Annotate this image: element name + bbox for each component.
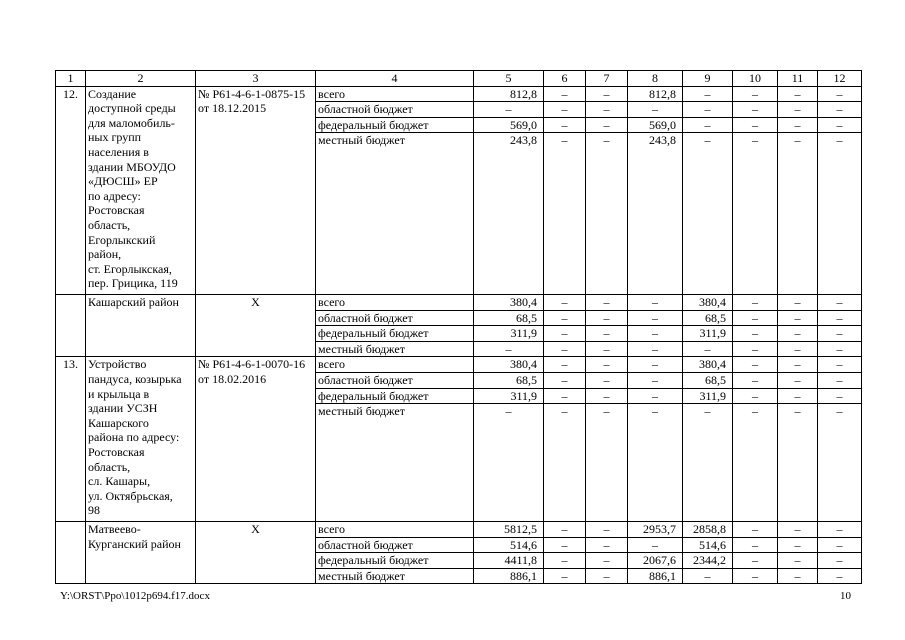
value-cell: – [586,117,628,133]
value-cell: – [818,537,862,553]
value-cell: – [586,521,628,537]
value-cell: – [586,86,628,102]
value-cell: 2344,2 [683,553,733,569]
value-cell: 68,5 [683,310,733,326]
object-name: Создание доступной среды для маломобиль- ных групп населения в здании МБОУДО «ДЮСШ» ЕР по адресу: Ростовская область, Егорлыкский район, ст. Егорлыкская, пер. Грицика, 119 [86,86,196,294]
value-cell: – [733,568,778,584]
file-path: Y:\ORST\Ppo\1012p694.f17.docx [60,590,210,602]
header-cell: 11 [778,71,818,87]
value-cell: – [683,568,733,584]
budget-type-label: федеральный бюджет [316,388,474,404]
object-name: Матвеево- Курганский район [86,521,196,583]
document-number: № Р61-4-6-1-0875-15 от 18.12.2015 [196,86,316,294]
value-cell: – [778,102,818,118]
value-cell: – [544,310,586,326]
value-cell: – [544,568,586,584]
value-cell: – [818,388,862,404]
budget-type-label: областной бюджет [316,372,474,388]
value-cell: – [818,133,862,295]
value-cell: – [778,310,818,326]
row-number [56,521,86,583]
value-cell: – [778,521,818,537]
value-cell: 886,1 [628,568,683,584]
value-cell: – [818,117,862,133]
value-cell: – [683,341,733,357]
value-cell: – [544,86,586,102]
value-cell: 380,4 [683,357,733,373]
value-cell: – [733,86,778,102]
value-cell: – [628,341,683,357]
value-cell: 812,8 [474,86,544,102]
budget-type-label: всего [316,294,474,310]
value-cell: – [733,341,778,357]
value-cell: 886,1 [474,568,544,584]
value-cell: 569,0 [628,117,683,133]
value-cell: – [778,133,818,295]
value-cell: – [586,388,628,404]
budget-type-label: федеральный бюджет [316,117,474,133]
header-cell: 4 [316,71,474,87]
value-cell: – [544,553,586,569]
value-cell: – [628,357,683,373]
value-cell: 311,9 [683,388,733,404]
value-cell: – [778,537,818,553]
header-cell: 3 [196,71,316,87]
value-cell: – [818,568,862,584]
document-number: Х [196,521,316,583]
table-row [56,86,862,102]
value-cell: – [733,294,778,310]
header-cell: 7 [586,71,628,87]
value-cell: – [586,341,628,357]
value-cell: 514,6 [474,537,544,553]
value-cell: – [818,310,862,326]
row-number: 13. [56,357,86,522]
value-cell: 68,5 [683,372,733,388]
value-cell: 2858,8 [683,521,733,537]
value-cell: – [683,102,733,118]
value-cell: – [778,326,818,342]
object-name: Устройство пандуса, козырька и крыльца в здании УСЗН Кашарского района по адресу: Ростовская область, сл. Кашары, ул. Октябрьская, 98 [86,357,196,522]
value-cell: – [818,404,862,522]
page-number: 10 [840,590,851,602]
value-cell: – [733,553,778,569]
value-cell: – [683,86,733,102]
value-cell: – [778,553,818,569]
value-cell: – [778,568,818,584]
value-cell: – [733,117,778,133]
value-cell: – [733,388,778,404]
value-cell: – [628,404,683,522]
value-cell: – [628,310,683,326]
value-cell: – [544,294,586,310]
value-cell: – [586,294,628,310]
budget-type-label: областной бюджет [316,102,474,118]
object-name: Кашарский район [86,294,196,356]
value-cell: – [628,326,683,342]
value-cell: 4411,8 [474,553,544,569]
value-cell: 311,9 [474,326,544,342]
value-cell: – [778,117,818,133]
budget-table [55,70,862,584]
value-cell: 2953,7 [628,521,683,537]
value-cell: – [544,404,586,522]
value-cell: – [818,357,862,373]
value-cell: – [683,133,733,295]
value-cell: – [628,388,683,404]
budget-type-label: федеральный бюджет [316,326,474,342]
header-cell: 6 [544,71,586,87]
value-cell: – [818,294,862,310]
value-cell: – [733,537,778,553]
table-row [56,521,862,537]
value-cell: – [544,357,586,373]
value-cell: – [586,372,628,388]
value-cell: – [778,86,818,102]
row-number [56,294,86,356]
value-cell: – [628,102,683,118]
value-cell: – [733,357,778,373]
value-cell: – [586,553,628,569]
value-cell: – [818,86,862,102]
value-cell: – [586,537,628,553]
value-cell: 2067,6 [628,553,683,569]
value-cell: – [683,117,733,133]
value-cell: – [733,310,778,326]
header-cell: 12 [818,71,862,87]
value-cell: – [778,294,818,310]
value-cell: – [733,521,778,537]
value-cell: – [733,372,778,388]
value-cell: – [586,568,628,584]
header-cell: 1 [56,71,86,87]
value-cell: – [544,341,586,357]
value-cell: 5812,5 [474,521,544,537]
value-cell: – [733,102,778,118]
budget-type-label: местный бюджет [316,404,474,522]
budget-type-label: местный бюджет [316,568,474,584]
value-cell: 569,0 [474,117,544,133]
value-cell: – [474,102,544,118]
header-cell: 8 [628,71,683,87]
value-cell: – [544,117,586,133]
value-cell: 514,6 [683,537,733,553]
value-cell: – [778,357,818,373]
value-cell: – [628,372,683,388]
value-cell: 311,9 [474,388,544,404]
value-cell: – [544,521,586,537]
value-cell: 380,4 [474,357,544,373]
table-row [56,294,862,310]
budget-type-label: областной бюджет [316,310,474,326]
row-number: 12. [56,86,86,294]
value-cell: – [544,388,586,404]
value-cell: – [733,404,778,522]
value-cell: – [818,326,862,342]
value-cell: – [544,372,586,388]
value-cell: – [818,102,862,118]
value-cell: 311,9 [683,326,733,342]
budget-type-label: федеральный бюджет [316,553,474,569]
table-row [56,357,862,373]
value-cell: – [733,133,778,295]
value-cell: – [586,404,628,522]
header-cell: 9 [683,71,733,87]
budget-type-label: областной бюджет [316,537,474,553]
value-cell: – [544,326,586,342]
value-cell: 380,4 [683,294,733,310]
value-cell: 243,8 [628,133,683,295]
value-cell: – [778,372,818,388]
value-cell: – [544,133,586,295]
value-cell: – [778,341,818,357]
value-cell: 68,5 [474,310,544,326]
header-cell: 10 [733,71,778,87]
value-cell: – [586,326,628,342]
budget-type-label: местный бюджет [316,133,474,295]
budget-type-label: всего [316,86,474,102]
budget-type-label: местный бюджет [316,341,474,357]
value-cell: – [683,404,733,522]
value-cell: – [474,341,544,357]
header-row [56,71,862,87]
value-cell: – [586,102,628,118]
value-cell: – [586,357,628,373]
budget-type-label: всего [316,357,474,373]
value-cell: 68,5 [474,372,544,388]
value-cell: – [474,404,544,522]
value-cell: – [818,341,862,357]
value-cell: – [818,372,862,388]
header-cell: 5 [474,71,544,87]
value-cell: – [778,404,818,522]
value-cell: – [628,537,683,553]
value-cell: – [586,133,628,295]
value-cell: – [544,537,586,553]
value-cell: – [733,326,778,342]
value-cell: 812,8 [628,86,683,102]
value-cell: 243,8 [474,133,544,295]
document-number: Х [196,294,316,356]
value-cell: – [818,553,862,569]
budget-type-label: всего [316,521,474,537]
document-number: № Р61-4-6-1-0070-16 от 18.02.2016 [196,357,316,522]
header-cell: 2 [86,71,196,87]
value-cell: 380,4 [474,294,544,310]
value-cell: – [586,310,628,326]
value-cell: – [628,294,683,310]
value-cell: – [778,388,818,404]
value-cell: – [544,102,586,118]
value-cell: – [818,521,862,537]
